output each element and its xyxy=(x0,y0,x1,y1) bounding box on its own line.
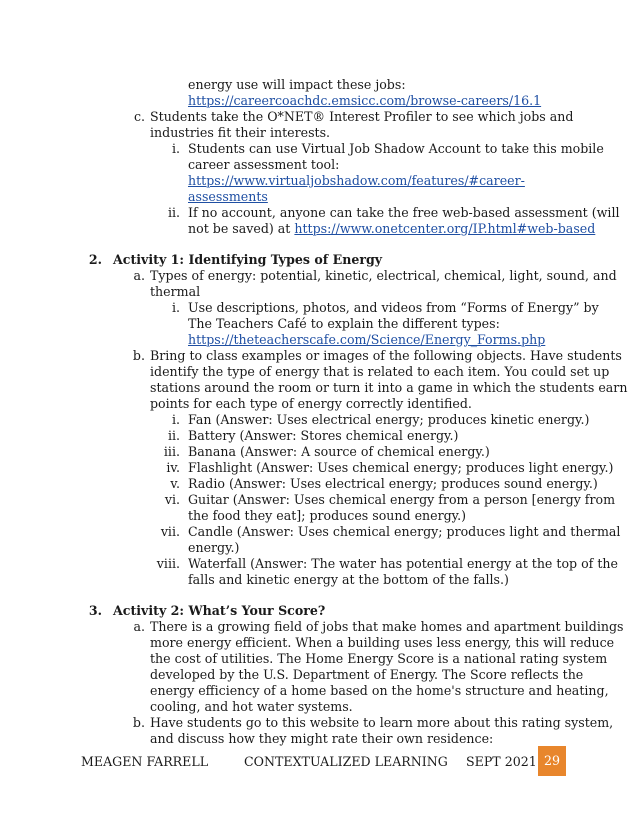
list-marker: i. xyxy=(171,141,180,156)
list-marker: a. xyxy=(133,619,145,634)
section-number: 2. xyxy=(88,252,102,267)
section-number: 3. xyxy=(88,603,102,618)
list-item-text: There is a growing field of jobs that make homes and apartment buildings xyxy=(150,619,624,634)
footer-author: MEAGEN FARRELL xyxy=(81,754,209,769)
list-marker: i. xyxy=(171,412,180,427)
list-item-text: and discuss how they might rate their own residence: xyxy=(150,731,494,746)
list-item-text: career assessment tool: xyxy=(188,157,340,172)
list-item-text: stations around the room or turn it into a game in which the students earn xyxy=(150,380,628,395)
list-item-text: Types of energy: potential, kinetic, electrical, chemical, light, sound, and xyxy=(150,268,617,283)
list-item-text: Students can use Virtual Job Shadow Account to take this mobile xyxy=(188,141,604,156)
virtual-job-shadow-link[interactable]: assessments xyxy=(188,189,268,204)
list-item-text: developed by the U.S. Department of Energy. The Score reflects the xyxy=(150,667,584,682)
list-marker: a. xyxy=(133,268,145,283)
list-marker: vii. xyxy=(160,524,180,539)
list-marker: i. xyxy=(171,300,180,315)
career-coach-link[interactable]: https://careercoachdc.emsicc.com/browse-careers/16.1 xyxy=(188,93,542,108)
energy-item: energy.) xyxy=(188,540,240,555)
list-marker: v. xyxy=(170,476,180,491)
energy-item: Candle (Answer: Uses chemical energy; produces light and thermal xyxy=(188,524,621,539)
list-marker: iv. xyxy=(166,460,180,475)
list-item-text: Bring to class examples or images of the following objects. Have students xyxy=(150,348,622,363)
section-heading: Activity 1: Identifying Types of Energy xyxy=(113,252,383,267)
list-item-text: The Teachers Café to explain the different types: xyxy=(188,316,500,331)
list-item-text: cooling, and hot water systems. xyxy=(150,699,353,714)
list-marker: b. xyxy=(132,348,145,363)
list-item-text: Students take the O*NET® Interest Profiler to see which jobs and xyxy=(150,109,574,124)
page-number-badge xyxy=(538,746,566,776)
list-item-text: the cost of utilities. The Home Energy Score is a national rating system xyxy=(150,651,608,666)
energy-item: Battery (Answer: Stores chemical energy.) xyxy=(188,428,459,443)
list-item-text: Use descriptions, photos, and videos from “Forms of Energy” by xyxy=(188,300,599,315)
energy-item: Flashlight (Answer: Uses chemical energy; produces light energy.) xyxy=(188,460,614,475)
list-marker: ii. xyxy=(167,428,180,443)
onet-web-based-link[interactable]: https://www.onetcenter.org/IP.html#web-based xyxy=(294,221,596,236)
energy-item: Fan (Answer: Uses electrical energy; produces kinetic energy.) xyxy=(188,412,590,427)
virtual-job-shadow-link[interactable]: https://www.virtualjobshadow.com/features/#career- xyxy=(188,173,525,188)
list-item-text: energy efficiency of a home based on the home's structure and heating, xyxy=(150,683,609,698)
list-marker: c. xyxy=(133,109,145,124)
energy-item: falls and kinetic energy at the bottom of the falls.) xyxy=(188,572,509,587)
energy-item: Banana (Answer: A source of chemical energy.) xyxy=(188,444,490,459)
list-item-text: more energy efficient. When a building uses less energy, this will reduce xyxy=(150,635,615,650)
energy-item: Radio (Answer: Uses electrical energy; produces sound energy.) xyxy=(188,476,598,491)
list-item-text: Have students go to this website to learn more about this rating system, xyxy=(150,715,614,730)
page-number: 29 xyxy=(543,753,561,769)
energy-item: the food they eat]; produces sound energy.) xyxy=(188,508,467,523)
list-item-text: industries fit their interests. xyxy=(150,125,331,140)
intro-line: energy use will impact these jobs: xyxy=(188,77,406,92)
list-marker: b. xyxy=(132,715,145,730)
list-item-text: points for each type of energy correctly identified. xyxy=(150,396,472,411)
footer-title: CONTEXTUALIZED LEARNING xyxy=(244,754,448,769)
energy-item: Guitar (Answer: Uses chemical energy from a person [energy from xyxy=(188,492,616,507)
list-marker: iii. xyxy=(163,444,180,459)
list-item-text: thermal xyxy=(150,284,201,299)
energy-item: Waterfall (Answer: The water has potential energy at the top of the xyxy=(188,556,618,571)
list-item-text: identify the type of energy that is related to each item. You could set up xyxy=(150,364,610,379)
footer-date: SEPT 2021 xyxy=(466,754,537,769)
teachers-cafe-link[interactable]: https://theteacherscafe.com/Science/Energy_Forms.php xyxy=(188,332,546,347)
list-marker: ii. xyxy=(167,205,180,220)
section-heading: Activity 2: What’s Your Score? xyxy=(113,603,326,618)
list-marker: vi. xyxy=(164,492,180,507)
list-item-text: not be saved) at https://www.onetcenter.org/IP.html#web-based xyxy=(188,221,596,236)
list-marker: viii. xyxy=(156,556,180,571)
list-item-text: If no account, anyone can take the free web-based assessment (will xyxy=(188,205,620,220)
